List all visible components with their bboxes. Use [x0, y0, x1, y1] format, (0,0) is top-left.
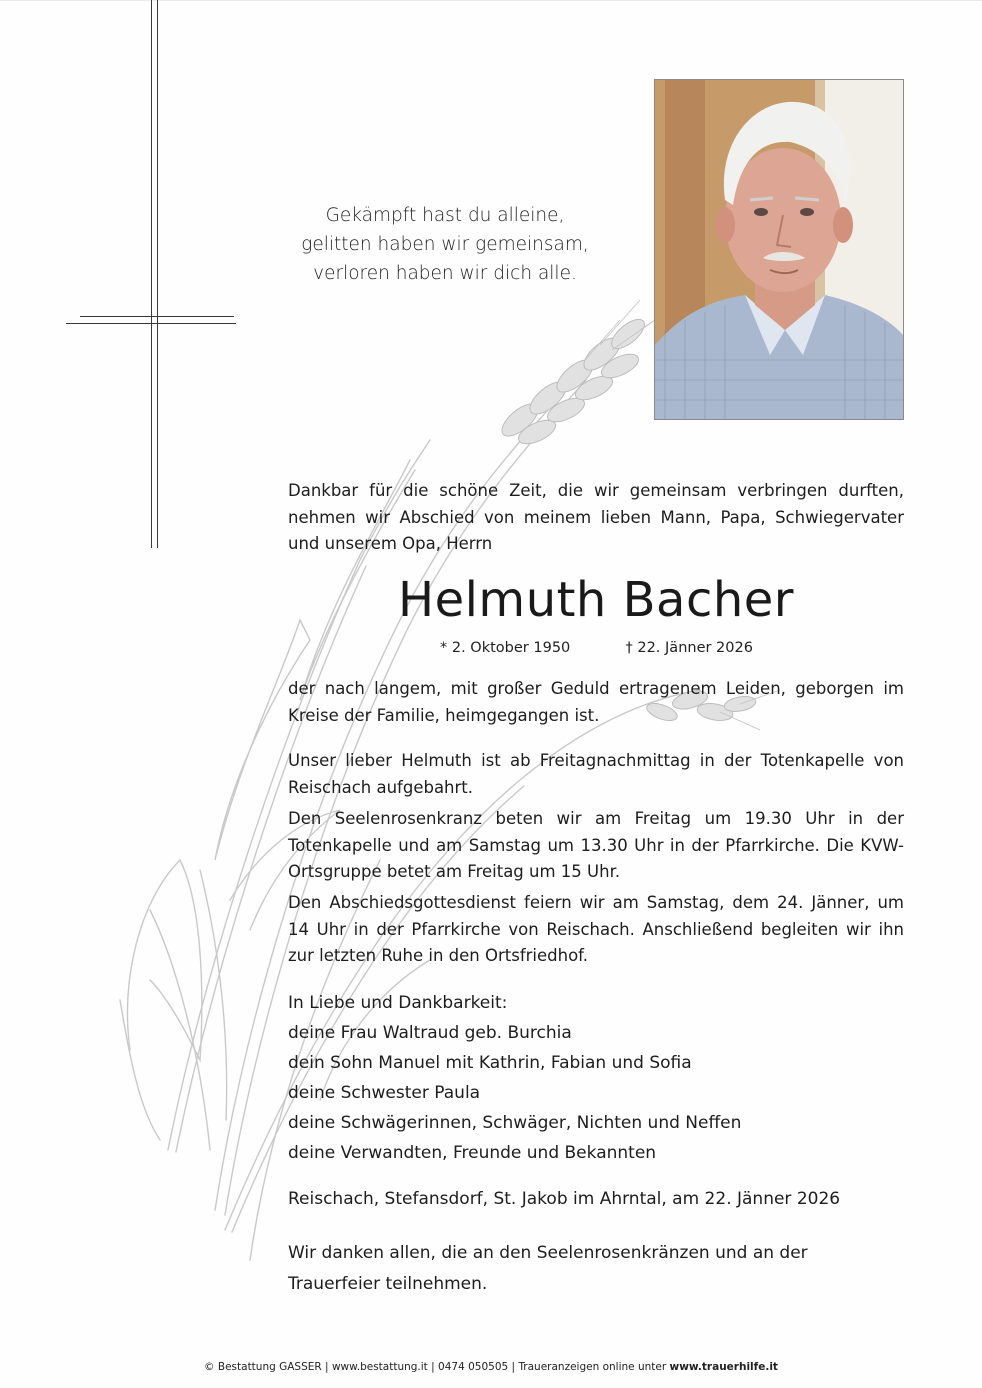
- mourner-line: deine Frau Waltraud geb. Burchia: [288, 1023, 572, 1043]
- portrait-illustration: [655, 80, 903, 419]
- paragraph-laying-out: Unser lieber Helmuth ist ab Freitagnachmittag in der Totenkapelle von Reischach aufgebahrt.: [288, 751, 904, 797]
- obituary-paragraph: [288, 806, 904, 886]
- cross-horizontal-line-bottom: [66, 323, 236, 324]
- mourner-line: dein Sohn Manuel mit Kathrin, Fabian und Sofia: [288, 1053, 692, 1073]
- life-dates: [440, 640, 753, 656]
- paragraph-funeral: Den Abschiedsgottesdienst feiern wir am Samstag, dem 24. Jänner, um 14 Uhr in der Pfarrkirche von Reischach. Anschließend begleiten wir ihn zur letzten Ruhe in den Ortsfriedhof.: [288, 893, 904, 965]
- mourners-list: [288, 988, 741, 1168]
- cross-vertical-line-left: [151, 0, 152, 548]
- paragraph-rosary: Den Seelenrosenkranz beten wir am Freitag um 19.30 Uhr in der Totenkapelle und am Samstag um 13.30 Uhr in der Pfarrkirche. Die KVW-Ortsgruppe betet am Freitag um 15 Uhr.: [288, 809, 904, 881]
- footer-phone: 0474 050505: [438, 1361, 509, 1373]
- memorial-quote: [250, 201, 640, 288]
- obituary-paragraph: [288, 748, 904, 801]
- mourner-line: deine Verwandten, Freunde und Bekannten: [288, 1143, 657, 1163]
- thanks-text: Wir danken allen, die an den Seelenrosenkränzen und an der Trauerfeier teilnehmen.: [288, 1243, 808, 1294]
- footer-website-link[interactable]: www.bestattung.it: [331, 1361, 428, 1373]
- cross-vertical-line-right: [157, 0, 158, 548]
- obituary-paragraph: [288, 676, 904, 729]
- footer-online-label: Traueranzeigen online unter: [518, 1361, 667, 1373]
- birth-date: * 2. Oktober 1950: [440, 640, 571, 656]
- obituary-paragraph: [288, 890, 904, 970]
- portrait-photo: [654, 79, 904, 420]
- quote-line: Gekämpft hast du alleine,: [325, 205, 565, 226]
- footer-online-link[interactable]: www.trauerhilfe.it: [669, 1361, 778, 1373]
- quote-line: verloren haben wir dich alle.: [313, 263, 577, 284]
- footer-company: © Bestattung GASSER: [204, 1361, 322, 1373]
- mourners-heading: In Liebe und Dankbarkeit:: [288, 993, 508, 1013]
- paragraph-passing: der nach langem, mit großer Geduld ertragenem Leiden, geborgen im Kreise der Familie, heimgegangen ist.: [288, 679, 904, 725]
- quote-line: gelitten haben wir gemeinsam,: [301, 234, 589, 255]
- mourner-line: deine Schwester Paula: [288, 1083, 481, 1103]
- footer: © Bestattung GASSER | www.bestattung.it | 0474 050505 | Traueranzeigen online unter www.trauerhilfe.it: [204, 1361, 778, 1373]
- place-and-date: Reischach, Stefansdorf, St. Jakob im Ahrntal, am 22. Jänner 2026: [288, 1189, 841, 1209]
- intro-paragraph: Dankbar für die schöne Zeit, die wir gemeinsam verbringen durften, nehmen wir Abschied von meinem lieben Mann, Papa, Schwiegervater und unserem Opa, Herrn: [288, 481, 904, 553]
- intro-text: [288, 478, 904, 558]
- cross-horizontal-line-top: [80, 316, 234, 317]
- death-date: † 22. Jänner 2026: [625, 640, 753, 656]
- deceased-name: Helmuth Bacher: [397, 572, 795, 628]
- mourner-line: deine Schwägerinnen, Schwäger, Nichten und Neffen: [288, 1113, 742, 1133]
